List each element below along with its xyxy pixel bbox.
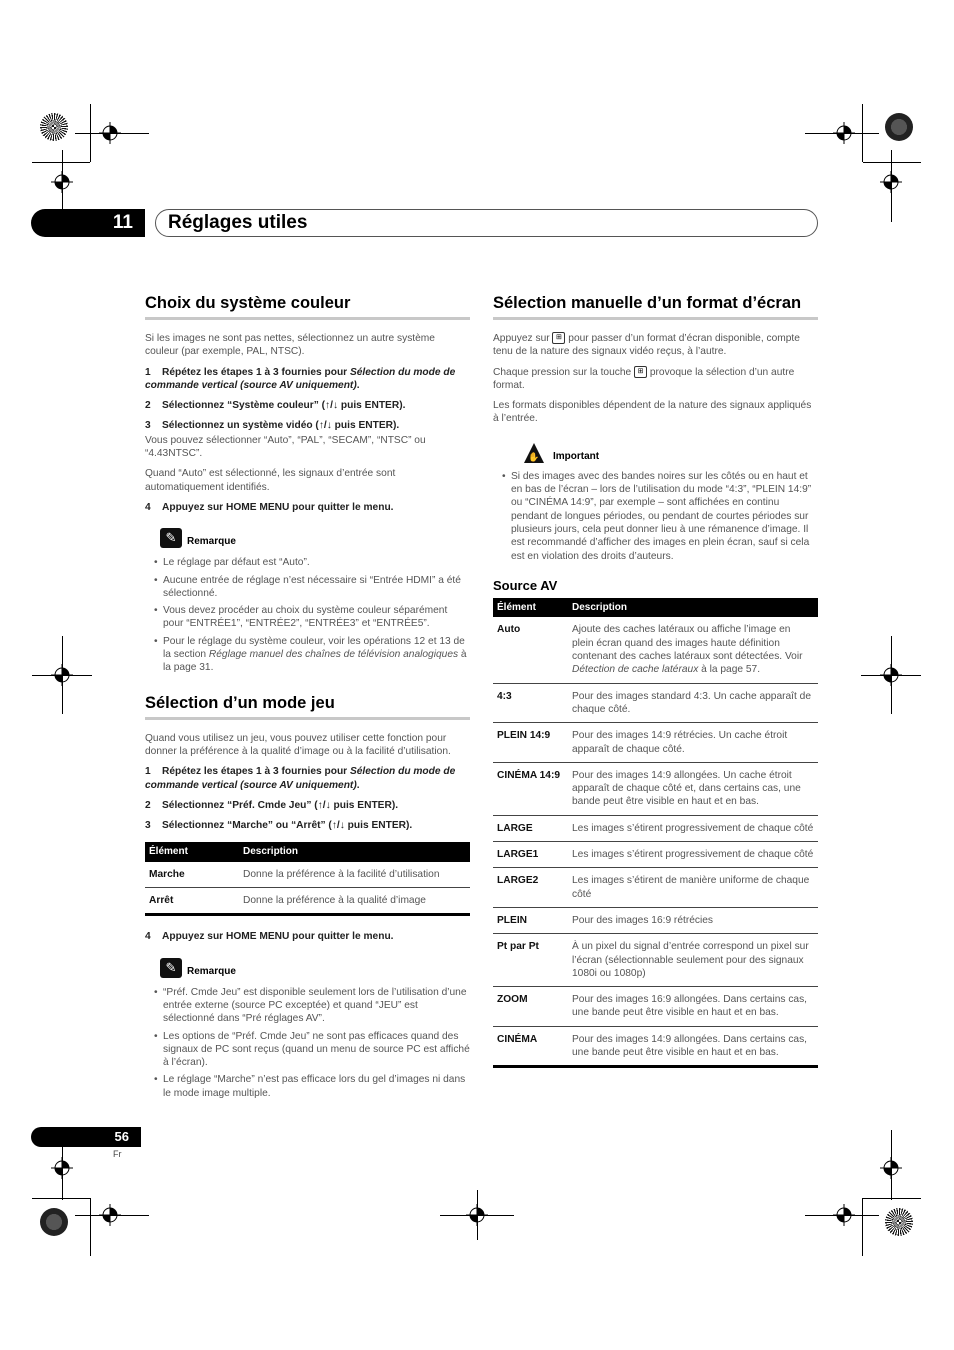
screen-format-table [493, 598, 818, 1068]
table-row: CINÉMA 14:9 Pour des images 14:9 allongées. Un cache étroit apparaît de chaque côté et, dans certains cas, une bande peut être visible en haut et en bas. [493, 762, 818, 815]
left-column [145, 293, 470, 1104]
step-3: 3 Sélectionnez “Marche” ou “Arrêt” (↑/↓ puis ENTER). [145, 820, 413, 832]
important-list [493, 470, 818, 563]
table-header: Description [568, 598, 818, 617]
step-2: 2 Sélectionnez “Système couleur” (↑/↓ puis ENTER). [145, 400, 406, 412]
step-3: 3 Sélectionnez un système vidéo (↑/↓ puis ENTER). [145, 420, 400, 432]
step-4: 4 Appuyez sur HOME MENU pour quitter le menu. [145, 931, 394, 943]
note-header [160, 528, 470, 550]
table-row: PLEIN 14:9 Pour des images 14:9 rétrécies. Un cache étroit apparaît de chaque côté. [493, 723, 818, 763]
chapter-title: Réglages utiles [168, 212, 308, 233]
important-header [508, 442, 818, 464]
table-row: ZOOM Pour des images 16:9 allongées. Dans certains cas, une bande peut être visible en haut et en bas. [493, 987, 818, 1027]
screen-format-button-icon: ⊞ [552, 332, 565, 344]
warning-icon [523, 442, 545, 464]
registration-seal-icon [40, 1208, 68, 1236]
list-item: • Si des images avec des bandes noires sur les côtés ou en haut et en bas de l’écran – lors de l’utilisation du mode “4:3”, “PLEIN 14:9” ou “CINÉMA 14:9”, par exemple – sont affichées en continu pendant de longues périodes, ou pendant de courtes périodes sur plusieurs jours, cela peut donner lieu à une rémanence d’image. Il est recommandé d’afficher des images en plein écran, sauf si cela est en violation des droits d’auteurs. [511, 470, 818, 563]
table-header: Élément [493, 598, 568, 617]
cross-reference: Sélection du mode de commande vertical (source AV uniquement) [145, 366, 456, 391]
section-title-color-system: Choix du système couleur [145, 293, 470, 320]
step-2: 2 Sélectionnez “Préf. Cmde Jeu” (↑/↓ puis ENTER). [145, 799, 399, 811]
cross-reference: Sélection du mode de commande vertical (source AV uniquement) [145, 766, 456, 791]
paragraph: Quand vous utilisez un jeu, vous pouvez utiliser cette fonction pour donner la préférence à la qualité d’image ou à la facilité d’utilisation. [145, 732, 451, 757]
list-item: • Pour le réglage du système couleur, voir les opérations 12 et 13 de la section Réglage manuel des chaînes de télévision analogiques à la page 31. [163, 635, 470, 675]
note-label: Remarque [187, 536, 236, 548]
pencil-note-icon: ✎ [160, 958, 182, 978]
table-row: PLEIN Pour des images 16:9 rétrécies [493, 907, 818, 933]
table-header: Élément [145, 842, 239, 861]
paragraph: Vous pouvez sélectionner “Auto”, “PAL”, “SECAM”, “NTSC” ou “4.43NTSC”. [145, 434, 426, 460]
table-row: CINÉMA Pour des images 14:9 allongées. Dans certains cas, une bande peut être visible en haut et en bas. [493, 1026, 818, 1067]
list-item: • “Préf. Cmde Jeu” est disponible seulement lors de l’utilisation d’une entrée externe (source PC exceptée) et quand “JEU” est sélectionné dans “Pré réglages AV”. [163, 986, 470, 1026]
table-row: LARGE2 Les images s’étirent de manière uniforme de chaque côté [493, 868, 818, 908]
section-title-screen-format: Sélection manuelle d’un format d’écran [493, 293, 818, 320]
note-label: Remarque [187, 965, 236, 977]
chapter-header [155, 209, 818, 237]
list-item: • Le réglage “Marche” n’est pas efficace lors du gel d’images ni dans le mode image multiple. [163, 1073, 470, 1100]
note-list [145, 986, 470, 1100]
paragraph: Les formats disponibles dépendent de la nature des signaux appliqués à l’entrée. [493, 400, 812, 425]
table-row: LARGE Les images s’étirent progressivement de chaque côté [493, 815, 818, 841]
step-4: 4 Appuyez sur HOME MENU pour quitter le menu. [145, 501, 394, 513]
table-row: 4:3 Pour des images standard 4:3. Un cache apparaît de chaque côté. [493, 683, 818, 723]
cross-reference: Détection de cache latéraux [572, 664, 699, 676]
list-item: • Vous devez procéder au choix du système couleur séparément pour “ENTRÉE1”, “ENTRÉE2”, “ENTRÉE3” et “ENTRÉE5”. [163, 604, 470, 631]
right-column [493, 293, 818, 1082]
registration-seal-icon [40, 113, 68, 141]
table-row: Auto Ajoute des caches latéraux ou affiche l’image en plein écran quand des images haute définition contenant des caches latéraux sont détectées. Voir Détection de cache latéraux à la page 57. [493, 617, 818, 683]
table-row: Pt par Pt À un pixel du signal d’entrée correspond un pixel sur l’écran (sélectionnable seulement pour des signaux 1080i ou 1080p) [493, 934, 818, 987]
table-row: Arrêt Donne la préférence à la qualité d’image [145, 888, 470, 915]
registration-seal-icon [885, 1208, 913, 1236]
paragraph: Quand “Auto” est sélectionné, les signaux d’entrée sont automatiquement identifiés. [145, 468, 396, 493]
paragraph: Si les images ne sont pas nettes, sélectionnez un autre système couleur (par exemple, PAL, NTSC). [145, 333, 435, 358]
chapter-number: 11 [31, 209, 145, 237]
step-1: 1 Répétez les étapes 1 à 3 fournies pour Sélection du mode de commande vertical (source AV uniquement). [145, 766, 456, 791]
page-number: 56 [31, 1127, 141, 1147]
table-header: Description [239, 842, 470, 861]
list-item: • Aucune entrée de réglage n’est nécessaire si “Entrée HDMI” a été sélectionné. [163, 574, 470, 601]
note-list [145, 556, 470, 674]
game-mode-table [145, 842, 470, 916]
step-1: 1 Répétez les étapes 1 à 3 fournies pour Sélection du mode de commande vertical (source AV uniquement). [145, 366, 456, 391]
screen-format-button-icon: ⊞ [634, 366, 647, 378]
svg-text:✋: ✋ [528, 452, 540, 463]
paragraph: Appuyez sur ⊞ pour passer d’un format d’écran disponible, compte tenu de la nature des signaux vidéo reçus, à l’autre. [493, 333, 800, 358]
important-label: Important [553, 450, 600, 462]
section-title-game-mode: Sélection d’un mode jeu [145, 693, 470, 720]
table-row: LARGE1 Les images s’étirent progressivement de chaque côté [493, 842, 818, 868]
cross-reference: Réglage manuel des chaînes de télévision analogiques [208, 649, 459, 661]
paragraph: Chaque pression sur la touche ⊞ provoque la sélection d’un autre format. [493, 366, 795, 391]
table-row: Marche Donne la préférence à la facilité d’utilisation [145, 862, 470, 888]
note-header [160, 958, 470, 980]
list-item: • Le réglage par défaut est “Auto”. [163, 556, 470, 569]
pencil-note-icon: ✎ [160, 528, 182, 548]
list-item: • Les options de “Préf. Cmde Jeu” ne sont pas efficaces quand des signaux de PC sont reçus (quand un menu de source PC est affiché à l’écran). [163, 1030, 470, 1070]
registration-seal-icon [885, 113, 913, 141]
subsection-title-source-av: Source AV [493, 577, 558, 593]
language-code: Fr [113, 1149, 122, 1159]
